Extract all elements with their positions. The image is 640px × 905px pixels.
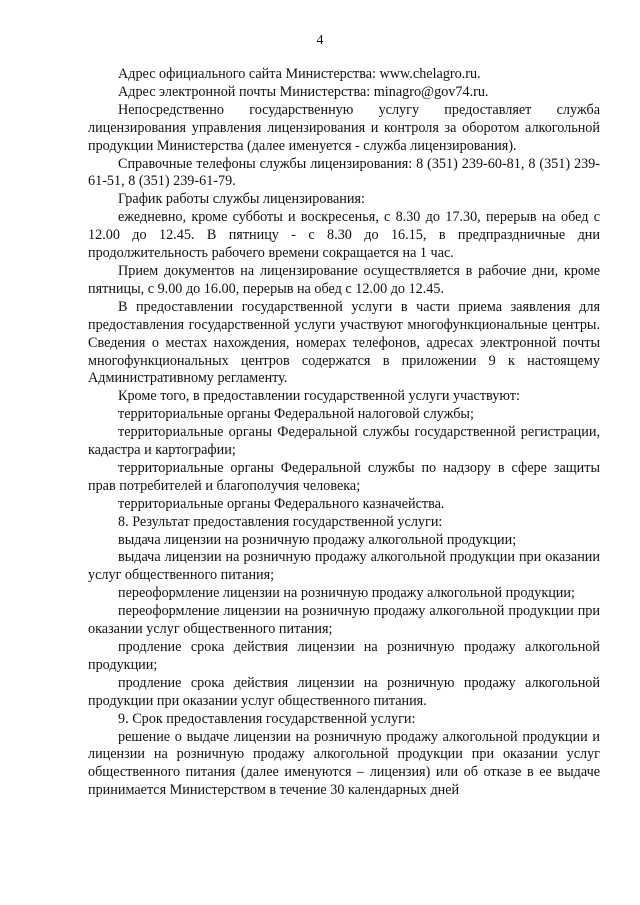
- paragraph-licensing-service: Непосредственно государственную услугу предоставляет служба лицензирования управления лицензирования и контроля за оборотом алкогольной продукции Министерства (далее именуется - служба лицензирования).: [88, 101, 600, 154]
- section-heading-result: 8. Результат предоставления государственной услуги:: [118, 513, 443, 530]
- paragraph-schedule-details: ежедневно, кроме субботы и воскресенья, с 8.30 до 17.30, перерыв на обед с 12.00 до 12.45. В пятницу - с 8.30 до 16.15, в предпраздничные дни продолжительность рабочего времени сокращается на 1 час.: [88, 209, 600, 262]
- paragraph-document-reception: Прием документов на лицензирование осуществляется в рабочие дни, кроме пятницы, с 9.00 до 16.00, перерыв на обед с 12.00 до 12.45.: [88, 262, 600, 297]
- list-item-treasury: территориальные органы Федерального казначейства.: [118, 495, 445, 512]
- paragraph-email-address: Адрес электронной почты Министерства: minagro@gov74.ru.: [118, 83, 489, 100]
- list-item-license-issue-catering: выдача лицензии на розничную продажу алкогольной продукции при оказании услуг общественного питания;: [88, 549, 600, 584]
- paragraph-participants-heading: Кроме того, в предоставлении государственной услуги участвуют:: [118, 388, 520, 405]
- paragraph-schedule-heading: График работы службы лицензирования:: [118, 191, 365, 208]
- list-item-tax-service: территориальные органы Федеральной налоговой службы;: [118, 406, 474, 423]
- page-number: 4: [316, 33, 324, 48]
- list-item-consumer-protection-service: территориальные органы Федеральной службы по надзору в сфере защиты прав потребителей и благополучия человека;: [88, 459, 600, 494]
- list-item-license-reissue-catering: переоформление лицензии на розничную продажу алкогольной продукции при оказании услуг общественного питания;: [88, 603, 600, 638]
- paragraph-reference-phones: Справочные телефоны службы лицензирования: 8 (351) 239-60-81, 8 (351) 239-61-51, 8 (351) 239-61-79.: [88, 155, 600, 190]
- paragraph-website-address: Адрес официального сайта Министерства: www.chelagro.ru.: [118, 66, 481, 82]
- list-item-license-extension-catering: продление срока действия лицензии на розничную продажу алкогольной продукции при оказании услуг общественного питания.: [88, 674, 600, 709]
- paragraph-decision-term: решение о выдаче лицензии на розничную продажу алкогольной продукции и лицензии на розничную продажу алкогольной продукции при оказании услуг общественного питания (далее именуются – лицензия) или об отказе в ее выдаче принимается Министерством в течение 30 календарных дней: [88, 728, 600, 799]
- list-item-registration-service: территориальные органы Федеральной службы государственной регистрации, кадастра и картографии;: [88, 424, 600, 459]
- paragraph-multifunctional-centers: В предоставлении государственной услуги в части приема заявления для предоставления государственной услуги участвуют многофункциональные центры. Сведения о местах нахождения, номерах телефонов, адресах электронной почты многофункциональных центров содержатся в приложении 9 к настоящему Административному регламенту.: [88, 298, 600, 387]
- document-body: [88, 66, 600, 800]
- list-item-license-reissue: переоформление лицензии на розничную продажу алкогольной продукции;: [118, 585, 575, 602]
- list-item-license-extension: продление срока действия лицензии на розничную продажу алкогольной продукции;: [88, 639, 600, 673]
- section-heading-term: 9. Срок предоставления государственной услуги:: [118, 710, 416, 727]
- list-item-license-issue: выдача лицензии на розничную продажу алкогольной продукции;: [118, 531, 517, 548]
